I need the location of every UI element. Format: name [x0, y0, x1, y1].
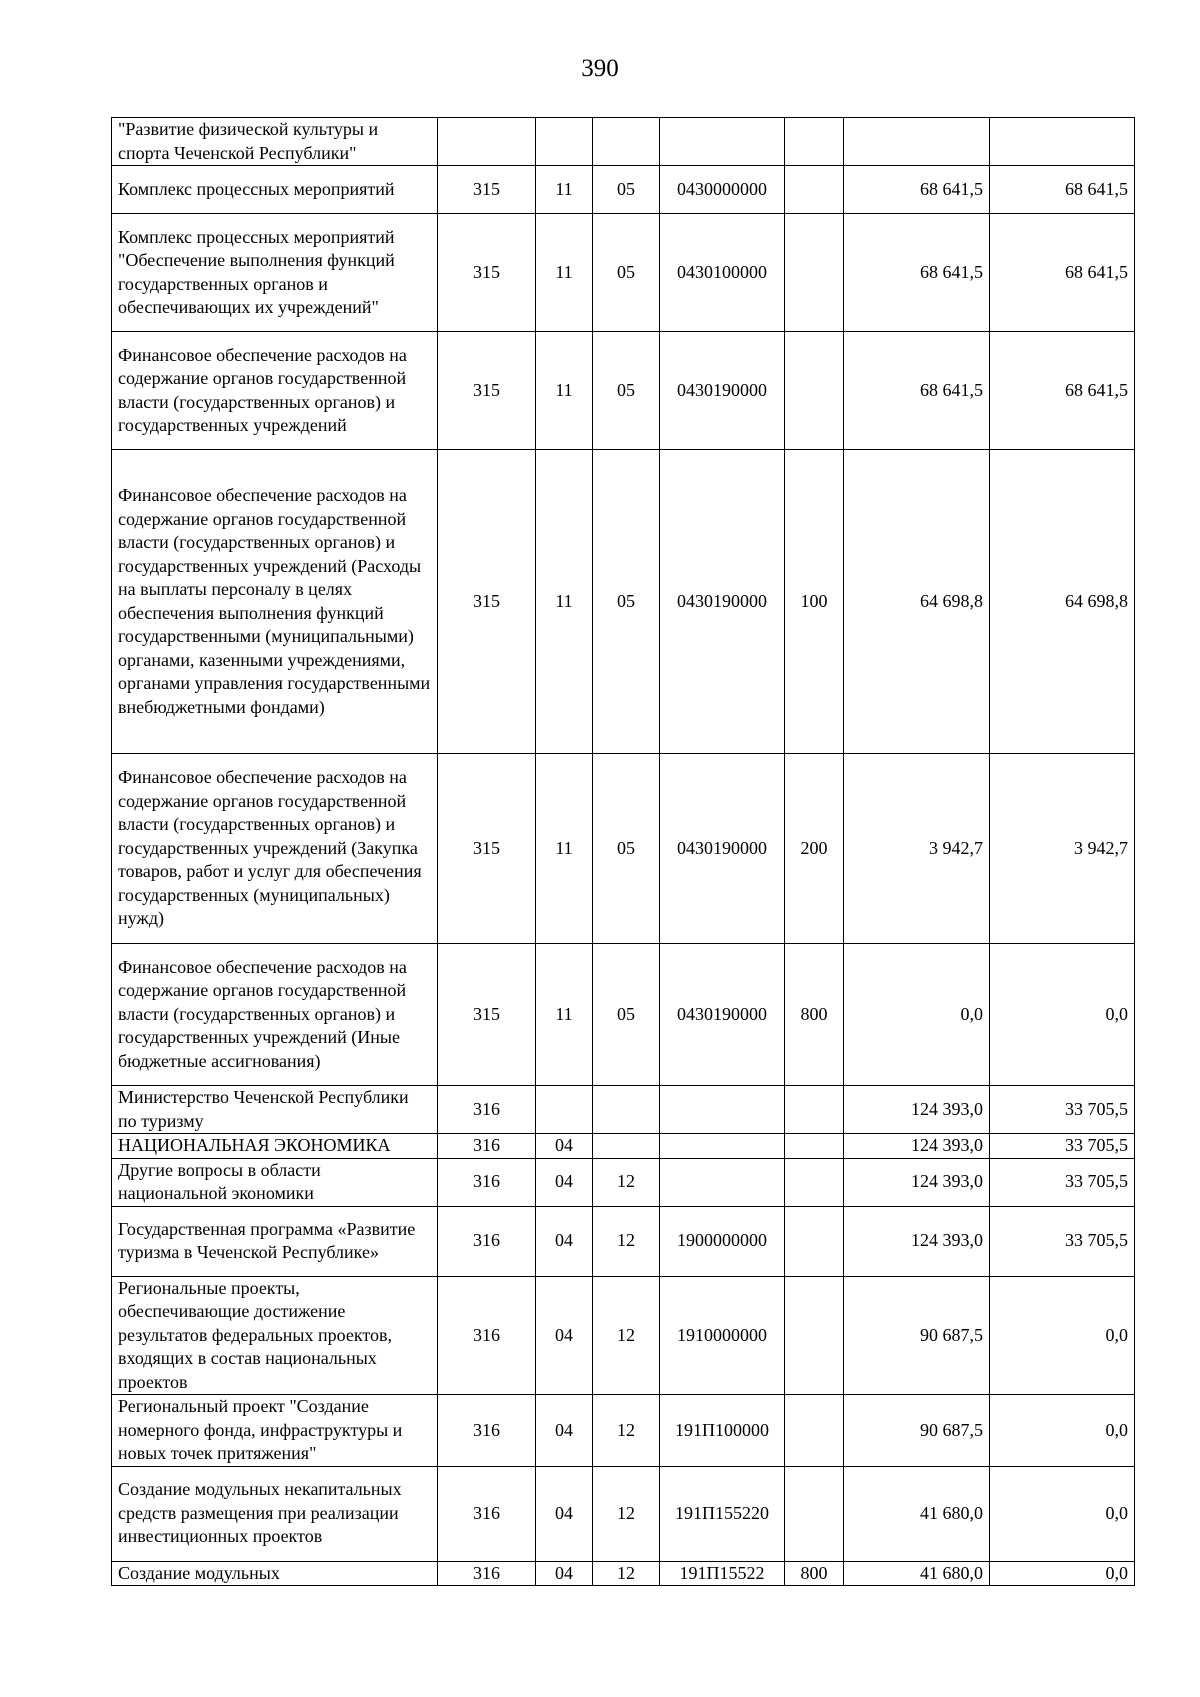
row-sum-2: 0,0: [990, 1561, 1135, 1586]
table-row: [112, 450, 1135, 754]
row-sum-1: 68 641,5: [844, 214, 990, 332]
row-gr-code: 316: [438, 1206, 536, 1276]
row-sum-2: 64 698,8: [990, 450, 1135, 754]
row-pr-code: 12: [593, 1158, 660, 1206]
row-rz-code: 04: [536, 1158, 593, 1206]
row-csr-code: 1910000000: [660, 1276, 785, 1395]
row-gr-code: 315: [438, 332, 536, 450]
row-csr-code: 0430190000: [660, 754, 785, 944]
row-name: Комплекс процессных мероприятий: [112, 166, 438, 214]
row-vr-code: [785, 1206, 844, 1276]
row-name: Финансовое обеспечение расходов на содержание органов государственной власти (государственных органов) и государственных учреждений: [112, 332, 438, 450]
row-gr-code: 316: [438, 1086, 536, 1134]
row-sum-2: 3 942,7: [990, 754, 1135, 944]
table-row: [112, 1276, 1135, 1395]
row-gr-code: 315: [438, 450, 536, 754]
row-rz-code: 11: [536, 450, 593, 754]
row-rz-code: 04: [536, 1561, 593, 1586]
row-name: Финансовое обеспечение расходов на содержание органов государственной власти (государственных органов) и государственных учреждений (Расходы на выплаты персоналу в целях обеспечения выполнения функций государственными (муниципальными) органами, казенными учреждениями, органами управления государственными внебюджетными фондами): [112, 450, 438, 754]
row-sum-1: 0,0: [844, 944, 990, 1086]
row-pr-code: 12: [593, 1561, 660, 1586]
row-pr-code: 05: [593, 944, 660, 1086]
row-pr-code: 05: [593, 754, 660, 944]
row-csr-code: 191П15522: [660, 1561, 785, 1586]
row-pr-code: 12: [593, 1395, 660, 1467]
row-vr-code: [785, 1158, 844, 1206]
table-row: [112, 1086, 1135, 1134]
row-csr-code: 0430190000: [660, 450, 785, 754]
row-name: Региональные проекты, обеспечивающие достижение результатов федеральных проектов, входящих в состав национальных проектов: [112, 1276, 438, 1395]
row-pr-code: [593, 118, 660, 166]
row-pr-code: 05: [593, 166, 660, 214]
row-rz-code: 11: [536, 166, 593, 214]
row-pr-code: 12: [593, 1276, 660, 1395]
row-gr-code: 316: [438, 1134, 536, 1159]
row-sum-2: 0,0: [990, 944, 1135, 1086]
row-csr-code: [660, 1158, 785, 1206]
row-vr-code: [785, 1276, 844, 1395]
row-vr-code: [785, 332, 844, 450]
row-sum-1: 68 641,5: [844, 332, 990, 450]
table-row: [112, 1561, 1135, 1586]
table-row: [112, 1134, 1135, 1159]
row-name: Министерство Чеченской Республики по туризму: [112, 1086, 438, 1134]
row-sum-2: 0,0: [990, 1276, 1135, 1395]
row-vr-code: 200: [785, 754, 844, 944]
table-row: [112, 754, 1135, 944]
row-pr-code: [593, 1086, 660, 1134]
row-vr-code: [785, 1395, 844, 1467]
row-pr-code: 12: [593, 1206, 660, 1276]
row-name: Создание модульных некапитальных средств размещения при реализации инвестиционных проектов: [112, 1466, 438, 1561]
row-gr-code: 315: [438, 214, 536, 332]
table-row: [112, 1206, 1135, 1276]
row-name: Другие вопросы в области национальной экономики: [112, 1158, 438, 1206]
row-pr-code: 05: [593, 450, 660, 754]
row-sum-2: 68 641,5: [990, 214, 1135, 332]
row-csr-code: [660, 1134, 785, 1159]
row-gr-code: 315: [438, 754, 536, 944]
row-csr-code: 191П100000: [660, 1395, 785, 1467]
row-gr-code: 315: [438, 166, 536, 214]
row-sum-1: 90 687,5: [844, 1276, 990, 1395]
table-row: [112, 166, 1135, 214]
row-csr-code: 191П155220: [660, 1466, 785, 1561]
row-gr-code: 316: [438, 1466, 536, 1561]
row-name: "Развитие физической культуры и спорта Чеченской Республики": [112, 118, 438, 166]
row-gr-code: 315: [438, 944, 536, 1086]
row-name: Финансовое обеспечение расходов на содержание органов государственной власти (государственных органов) и государственных учреждений (Закупка товаров, работ и услуг для обеспечения государственных (муниципальных) нужд): [112, 754, 438, 944]
row-name: Комплекс процессных мероприятий "Обеспечение выполнения функций государственных органов и обеспечивающих их учреждений": [112, 214, 438, 332]
row-rz-code: 11: [536, 214, 593, 332]
row-csr-code: [660, 1086, 785, 1134]
row-gr-code: [438, 118, 536, 166]
row-rz-code: 04: [536, 1276, 593, 1395]
row-sum-1: 124 393,0: [844, 1134, 990, 1159]
table-row: [112, 1466, 1135, 1561]
row-name: Государственная программа «Развитие туризма в Чеченской Республике»: [112, 1206, 438, 1276]
table-row: [112, 1395, 1135, 1467]
row-vr-code: 800: [785, 1561, 844, 1586]
row-rz-code: 04: [536, 1134, 593, 1159]
row-name: Финансовое обеспечение расходов на содержание органов государственной власти (государственных органов) и государственных учреждений (Иные бюджетные ассигнования): [112, 944, 438, 1086]
row-sum-1: 124 393,0: [844, 1158, 990, 1206]
row-csr-code: 0430190000: [660, 332, 785, 450]
budget-table: [111, 117, 1135, 1586]
row-name: Региональный проект "Создание номерного фонда, инфраструктуры и новых точек притяжения": [112, 1395, 438, 1467]
row-sum-1: 41 680,0: [844, 1561, 990, 1586]
row-vr-code: [785, 214, 844, 332]
row-sum-1: 3 942,7: [844, 754, 990, 944]
row-rz-code: 04: [536, 1206, 593, 1276]
row-pr-code: 12: [593, 1466, 660, 1561]
row-sum-2: 33 705,5: [990, 1134, 1135, 1159]
row-sum-2: 33 705,5: [990, 1086, 1135, 1134]
row-csr-code: 0430190000: [660, 944, 785, 1086]
row-gr-code: 316: [438, 1158, 536, 1206]
row-sum-1: [844, 118, 990, 166]
row-sum-1: 68 641,5: [844, 166, 990, 214]
row-sum-2: 68 641,5: [990, 166, 1135, 214]
row-vr-code: 100: [785, 450, 844, 754]
row-sum-2: 68 641,5: [990, 332, 1135, 450]
table-row: [112, 214, 1135, 332]
row-vr-code: 800: [785, 944, 844, 1086]
row-sum-2: 0,0: [990, 1395, 1135, 1467]
row-vr-code: [785, 118, 844, 166]
row-rz-code: 11: [536, 332, 593, 450]
page-number: 390: [581, 55, 619, 82]
row-gr-code: 316: [438, 1561, 536, 1586]
row-name: НАЦИОНАЛЬНАЯ ЭКОНОМИКА: [112, 1134, 438, 1159]
row-rz-code: 04: [536, 1395, 593, 1467]
row-gr-code: 316: [438, 1395, 536, 1467]
row-vr-code: [785, 1466, 844, 1561]
row-csr-code: 1900000000: [660, 1206, 785, 1276]
row-name: Создание модульных: [112, 1561, 438, 1586]
row-csr-code: 0430000000: [660, 166, 785, 214]
row-sum-1: 124 393,0: [844, 1206, 990, 1276]
row-sum-2: [990, 118, 1135, 166]
table-row: [112, 118, 1135, 166]
row-rz-code: [536, 118, 593, 166]
row-gr-code: 316: [438, 1276, 536, 1395]
row-rz-code: 04: [536, 1466, 593, 1561]
table-row: [112, 944, 1135, 1086]
row-sum-1: 41 680,0: [844, 1466, 990, 1561]
row-sum-2: 0,0: [990, 1466, 1135, 1561]
row-pr-code: 05: [593, 332, 660, 450]
table-row: [112, 332, 1135, 450]
row-rz-code: 11: [536, 944, 593, 1086]
row-csr-code: [660, 118, 785, 166]
row-pr-code: [593, 1134, 660, 1159]
row-sum-1: 124 393,0: [844, 1086, 990, 1134]
row-sum-1: 64 698,8: [844, 450, 990, 754]
row-vr-code: [785, 166, 844, 214]
row-sum-2: 33 705,5: [990, 1158, 1135, 1206]
row-rz-code: [536, 1086, 593, 1134]
row-vr-code: [785, 1086, 844, 1134]
row-pr-code: 05: [593, 214, 660, 332]
row-vr-code: [785, 1134, 844, 1159]
row-csr-code: 0430100000: [660, 214, 785, 332]
row-rz-code: 11: [536, 754, 593, 944]
row-sum-2: 33 705,5: [990, 1206, 1135, 1276]
row-sum-1: 90 687,5: [844, 1395, 990, 1467]
table-row: [112, 1158, 1135, 1206]
